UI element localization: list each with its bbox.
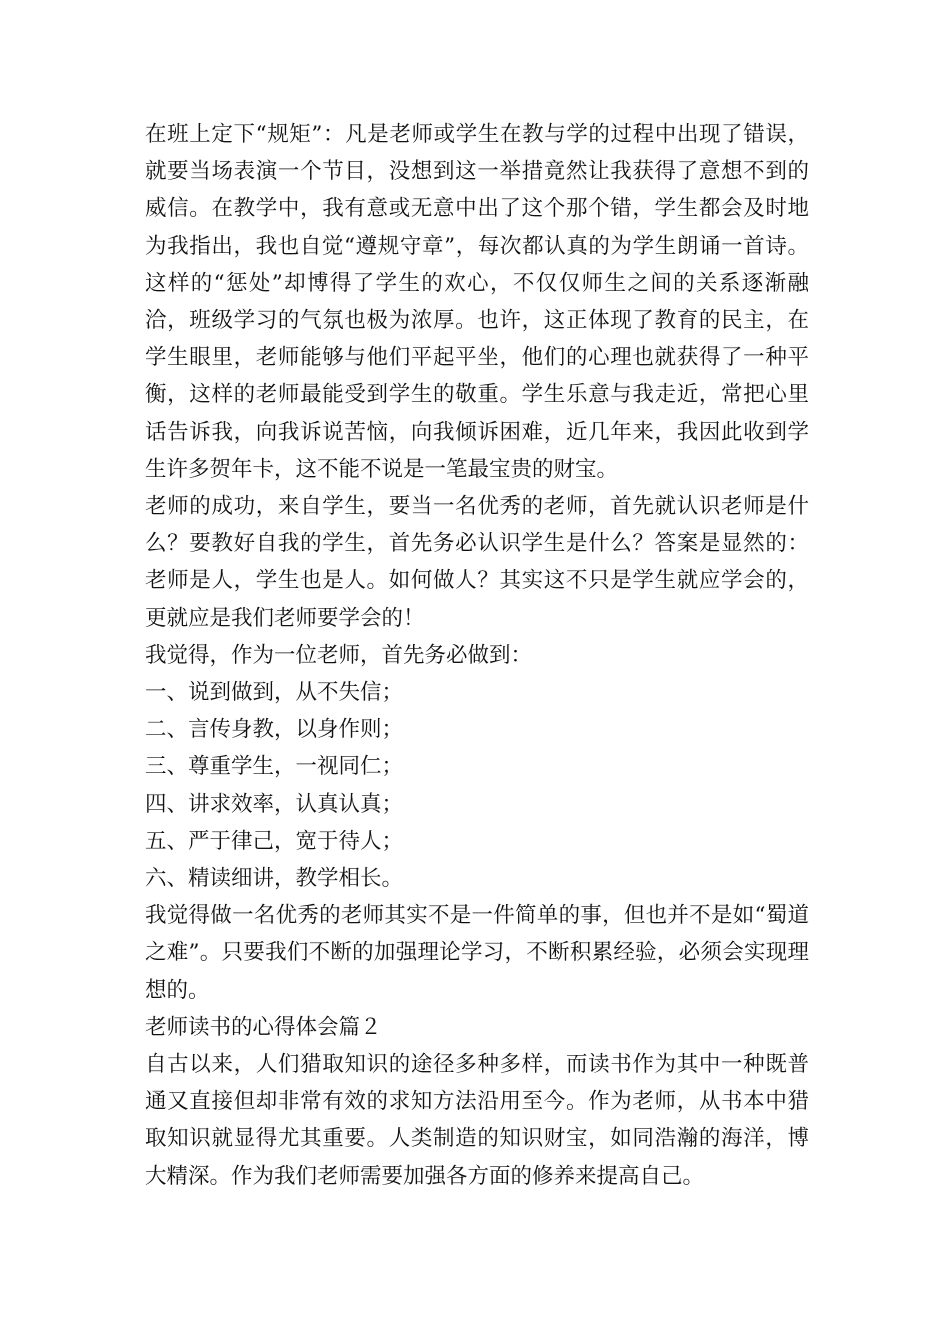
paragraph-teacher-success: 老师的成功，来自学生，要当一名优秀的老师，首先就认识老师是什么？要教好自我的学生，首先务必认识学生是什么？答案是显然的：老师是人，学生也是人。如何做人？其实这不只是学生就应学会的，更就应是我们老师要学会的！ — [145, 494, 809, 631]
principles-list — [145, 674, 809, 897]
list-item: 五、严于律己，宽于待人； — [145, 828, 404, 854]
paragraph-must-do-intro: 我觉得，作为一位老师，首先务必做到： — [145, 642, 533, 668]
section-heading: 老师读书的心得体会篇２ — [145, 1014, 382, 1040]
document-body — [145, 116, 809, 1195]
paragraph-reading-knowledge: 自古以来，人们猎取知识的途径多种多样，而读书作为其中一种既普通又直接但却非常有效的求知方法沿用至今。作为老师，从书本中猎取知识就显得尤其重要。人类制造的知识财宝，如同浩瀚的海洋，博大精深。作为我们老师需要加强各方面的修养来提高自己。 — [145, 1052, 809, 1189]
list-item: 一、说到做到，从不失信； — [145, 680, 404, 706]
paragraph-discipline-rules: 在班上定下“规矩”：凡是老师或学生在教与学的过程中出现了错误，就要当场表演一个节目，没想到这一举措竟然让我获得了意想不到的威信。在教学中，我有意或无意中出了这个那个错，学生都会及时地为我指出，我也自觉“遵规守章”，每次都认真的为学生朗诵一首诗。这样的“惩处”却博得了学生的欢心，不仅仅师生之间的关系逐渐融洽，班级学习的气氛也极为浓厚。也许，这正体现了教育的民主，在学生眼里，老师能够与他们平起平坐，他们的心理也就获得了一种平衡，这样的老师最能受到学生的敬重。学生乐意与我走近，常把心里话告诉我，向我诉说苦恼，向我倾诉困难，近几年来，我因此收到学生许多贺年卡，这不能不说是一笔最宝贵的财宝。 — [145, 122, 809, 482]
list-item: 二、言传身教，以身作则； — [145, 717, 404, 743]
paragraph-excellent-teacher: 我觉得做一名优秀的老师其实不是一件简单的事，但也并不是如“蜀道之难”。只要我们不断的加强理论学习，不断积累经验，必须会实现理想的。 — [145, 903, 809, 1003]
list-item: 六、精读细讲，教学相长。 — [145, 866, 404, 892]
list-item: 四、讲求效率，认真认真； — [145, 791, 404, 817]
list-item: 三、尊重学生，一视同仁； — [145, 754, 404, 780]
